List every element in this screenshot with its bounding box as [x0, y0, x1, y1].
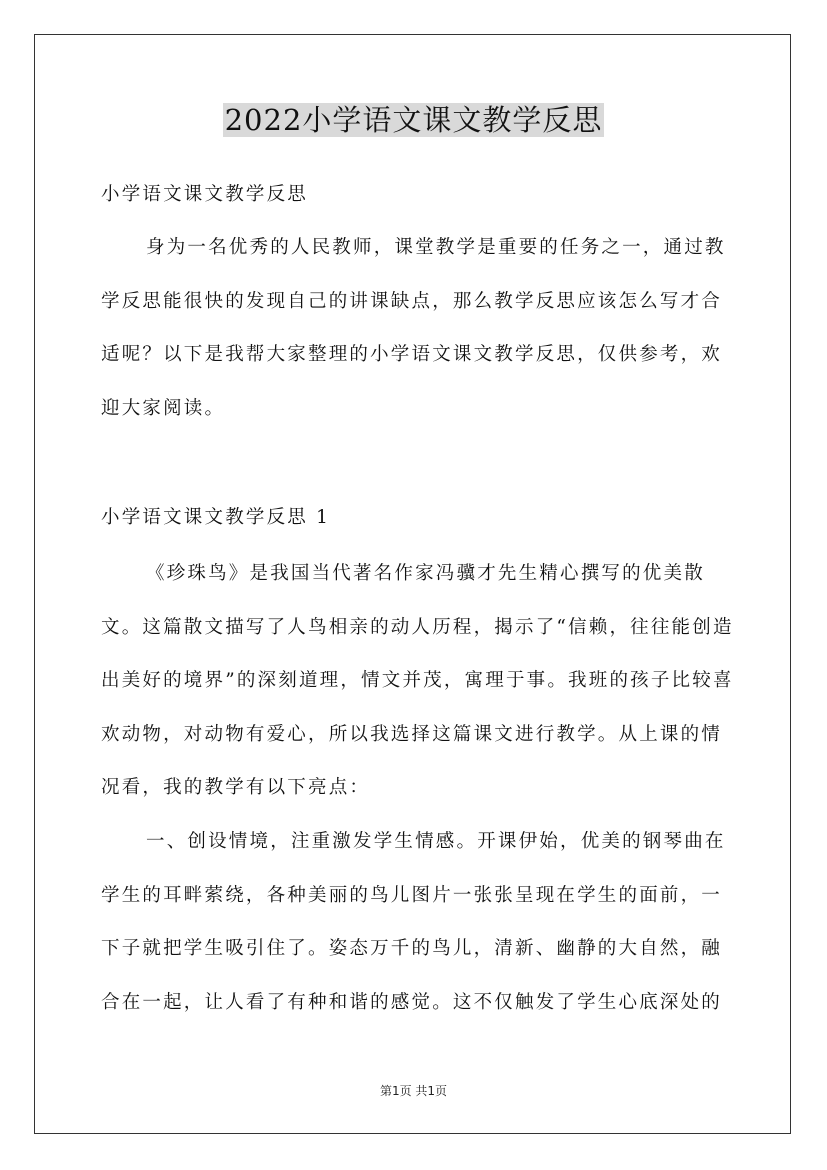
page-footer: 第1页 共1页	[379, 1084, 448, 1098]
section-1-paragraph-1: 《珍珠鸟》是我国当代著名作家冯骥才先生精心撰写的优美散文。这篇散文描写了人鸟相亲的动人历程，揭示了“信赖，往往能创造出美好的境界”的深刻道理，情文并茂，寓理于事。我班的孩子比较喜欢动物，对动物有爱心，所以我选择这篇课文进行教学。从上课的情况看，我的教学有以下亮点：	[101, 563, 734, 798]
document-title	[0, 98, 827, 142]
section-1-heading: 小学语文课文教学反思 1	[101, 507, 331, 528]
intro-paragraph: 身为一名优秀的人民教师，课堂教学是重要的任务之一，通过教学反思能很快的发现自己的讲课缺点，那么教学反思应该怎么写才合适呢？以下是我帮大家整理的小学语文课文教学反思，仅供参考，欢迎大家阅读。	[101, 237, 726, 419]
intro-heading: 小学语文课文教学反思	[101, 184, 309, 205]
section-1-paragraph-2: 一、创设情境，注重激发学生情感。开课伊始，优美的钢琴曲在学生的耳畔萦绕，各种美丽的鸟儿图片一张张呈现在学生的面前，一下子就把学生吸引住了。姿态万千的鸟儿，清新、幽静的大自然，融合在一起，让人看了有种和谐的感觉。这不仅触发了学生心底深处的	[101, 831, 726, 1013]
document-title-text: 2022小学语文课文教学反思	[224, 103, 603, 137]
